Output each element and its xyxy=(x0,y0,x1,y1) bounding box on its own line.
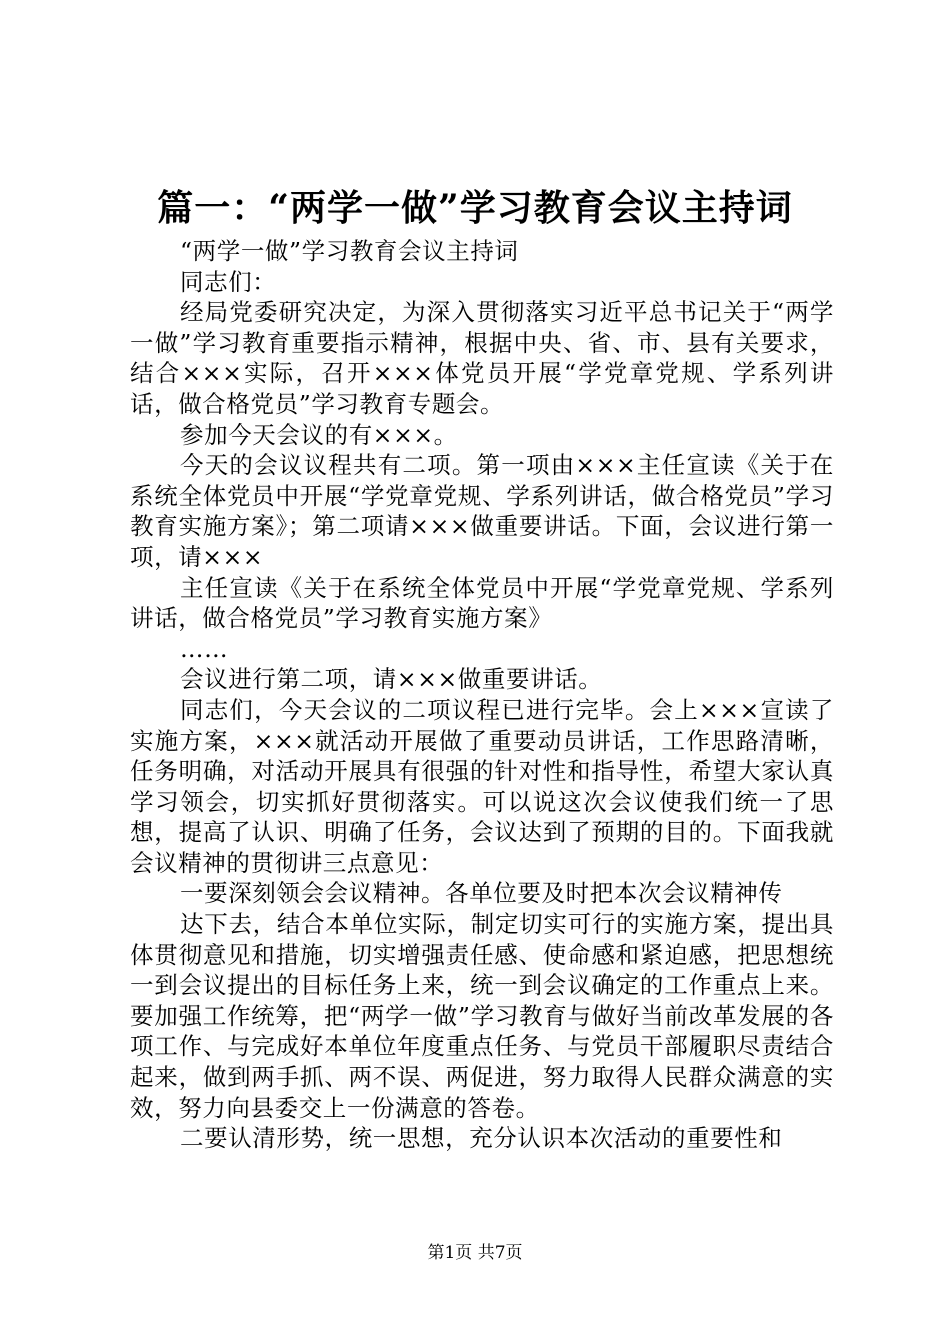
summary-paragraph: 同志们，今天会议的二项议程已进行完毕。会上×××宣读了实施方案，×××就活动开展做了重要动员讲话，工作思路清晰，任务明确，对活动开展具有很强的针对性和指导性，希望大家认真学习领会，切实抓好贯彻落实。可以说这次会议使我们统一了思想，提高了认识、明确了任务，会议达到了预期的目的。下面我就会议精神的贯彻讲三点意见： xyxy=(130,695,834,877)
attendees-paragraph: 参加今天会议的有×××。 xyxy=(180,420,458,449)
agenda-paragraph: 今天的会议议程共有二项。第一项由×××主任宣读《关于在系统全体党员中开展“学党章党规、学系列讲话，做合格党员”学习教育实施方案》；第二项请×××做重要讲话。下面，会议进行第一项，请××× xyxy=(130,451,834,571)
page-number-footer: 第1页 共7页 xyxy=(427,1243,523,1263)
intro-paragraph: 经局党委研究决定，为深入贯彻落实习近平总书记关于“两学一做”学习教育重要指示精神，根据中央、省、市、县有关要求，结合×××实际，召开×××体党员开展“学党章党规、学系列讲话，做合格党员”学习教育专题会。 xyxy=(130,298,834,418)
point-two-paragraph: 二要认清形势，统一思想，充分认识本次活动的重要性和 xyxy=(180,1124,783,1153)
point-one-heading-paragraph: 一要深刻领会会议精神。各单位要及时把本次会议精神传 xyxy=(180,879,783,908)
ellipsis-paragraph: …… xyxy=(180,634,229,663)
point-one-body-paragraph: 达下去，结合本单位实际，制定切实可行的实施方案，提出具体贯彻意见和措施，切实增强责任感、使命感和紧迫感，把思想统一到会议提出的目标任务上来，统一到会议确定的工作重点上来。要加强工作统筹，把“两学一做”学习教育与做好当前改革发展的各项工作、与完成好本单位年度重点任务、与党员干部履职尽责结合起来，做到两手抓、两不误、两促进，努力取得人民群众满意的实效，努力向县委交上一份满意的答卷。 xyxy=(130,910,834,1122)
second-item-paragraph: 会议进行第二项，请×××做重要讲话。 xyxy=(180,665,603,694)
salutation-paragraph: 同志们： xyxy=(180,267,277,296)
document-title: 篇一：“两学一做”学习教育会议主持词 xyxy=(157,187,793,229)
document-body xyxy=(130,236,834,1154)
reading-paragraph: 主任宣读《关于在系统全体党员中开展“学党章党规、学系列讲话，做合格党员”学习教育实施方案》 xyxy=(130,573,834,633)
subtitle-paragraph: “两学一做”学习教育会议主持词 xyxy=(180,237,519,265)
